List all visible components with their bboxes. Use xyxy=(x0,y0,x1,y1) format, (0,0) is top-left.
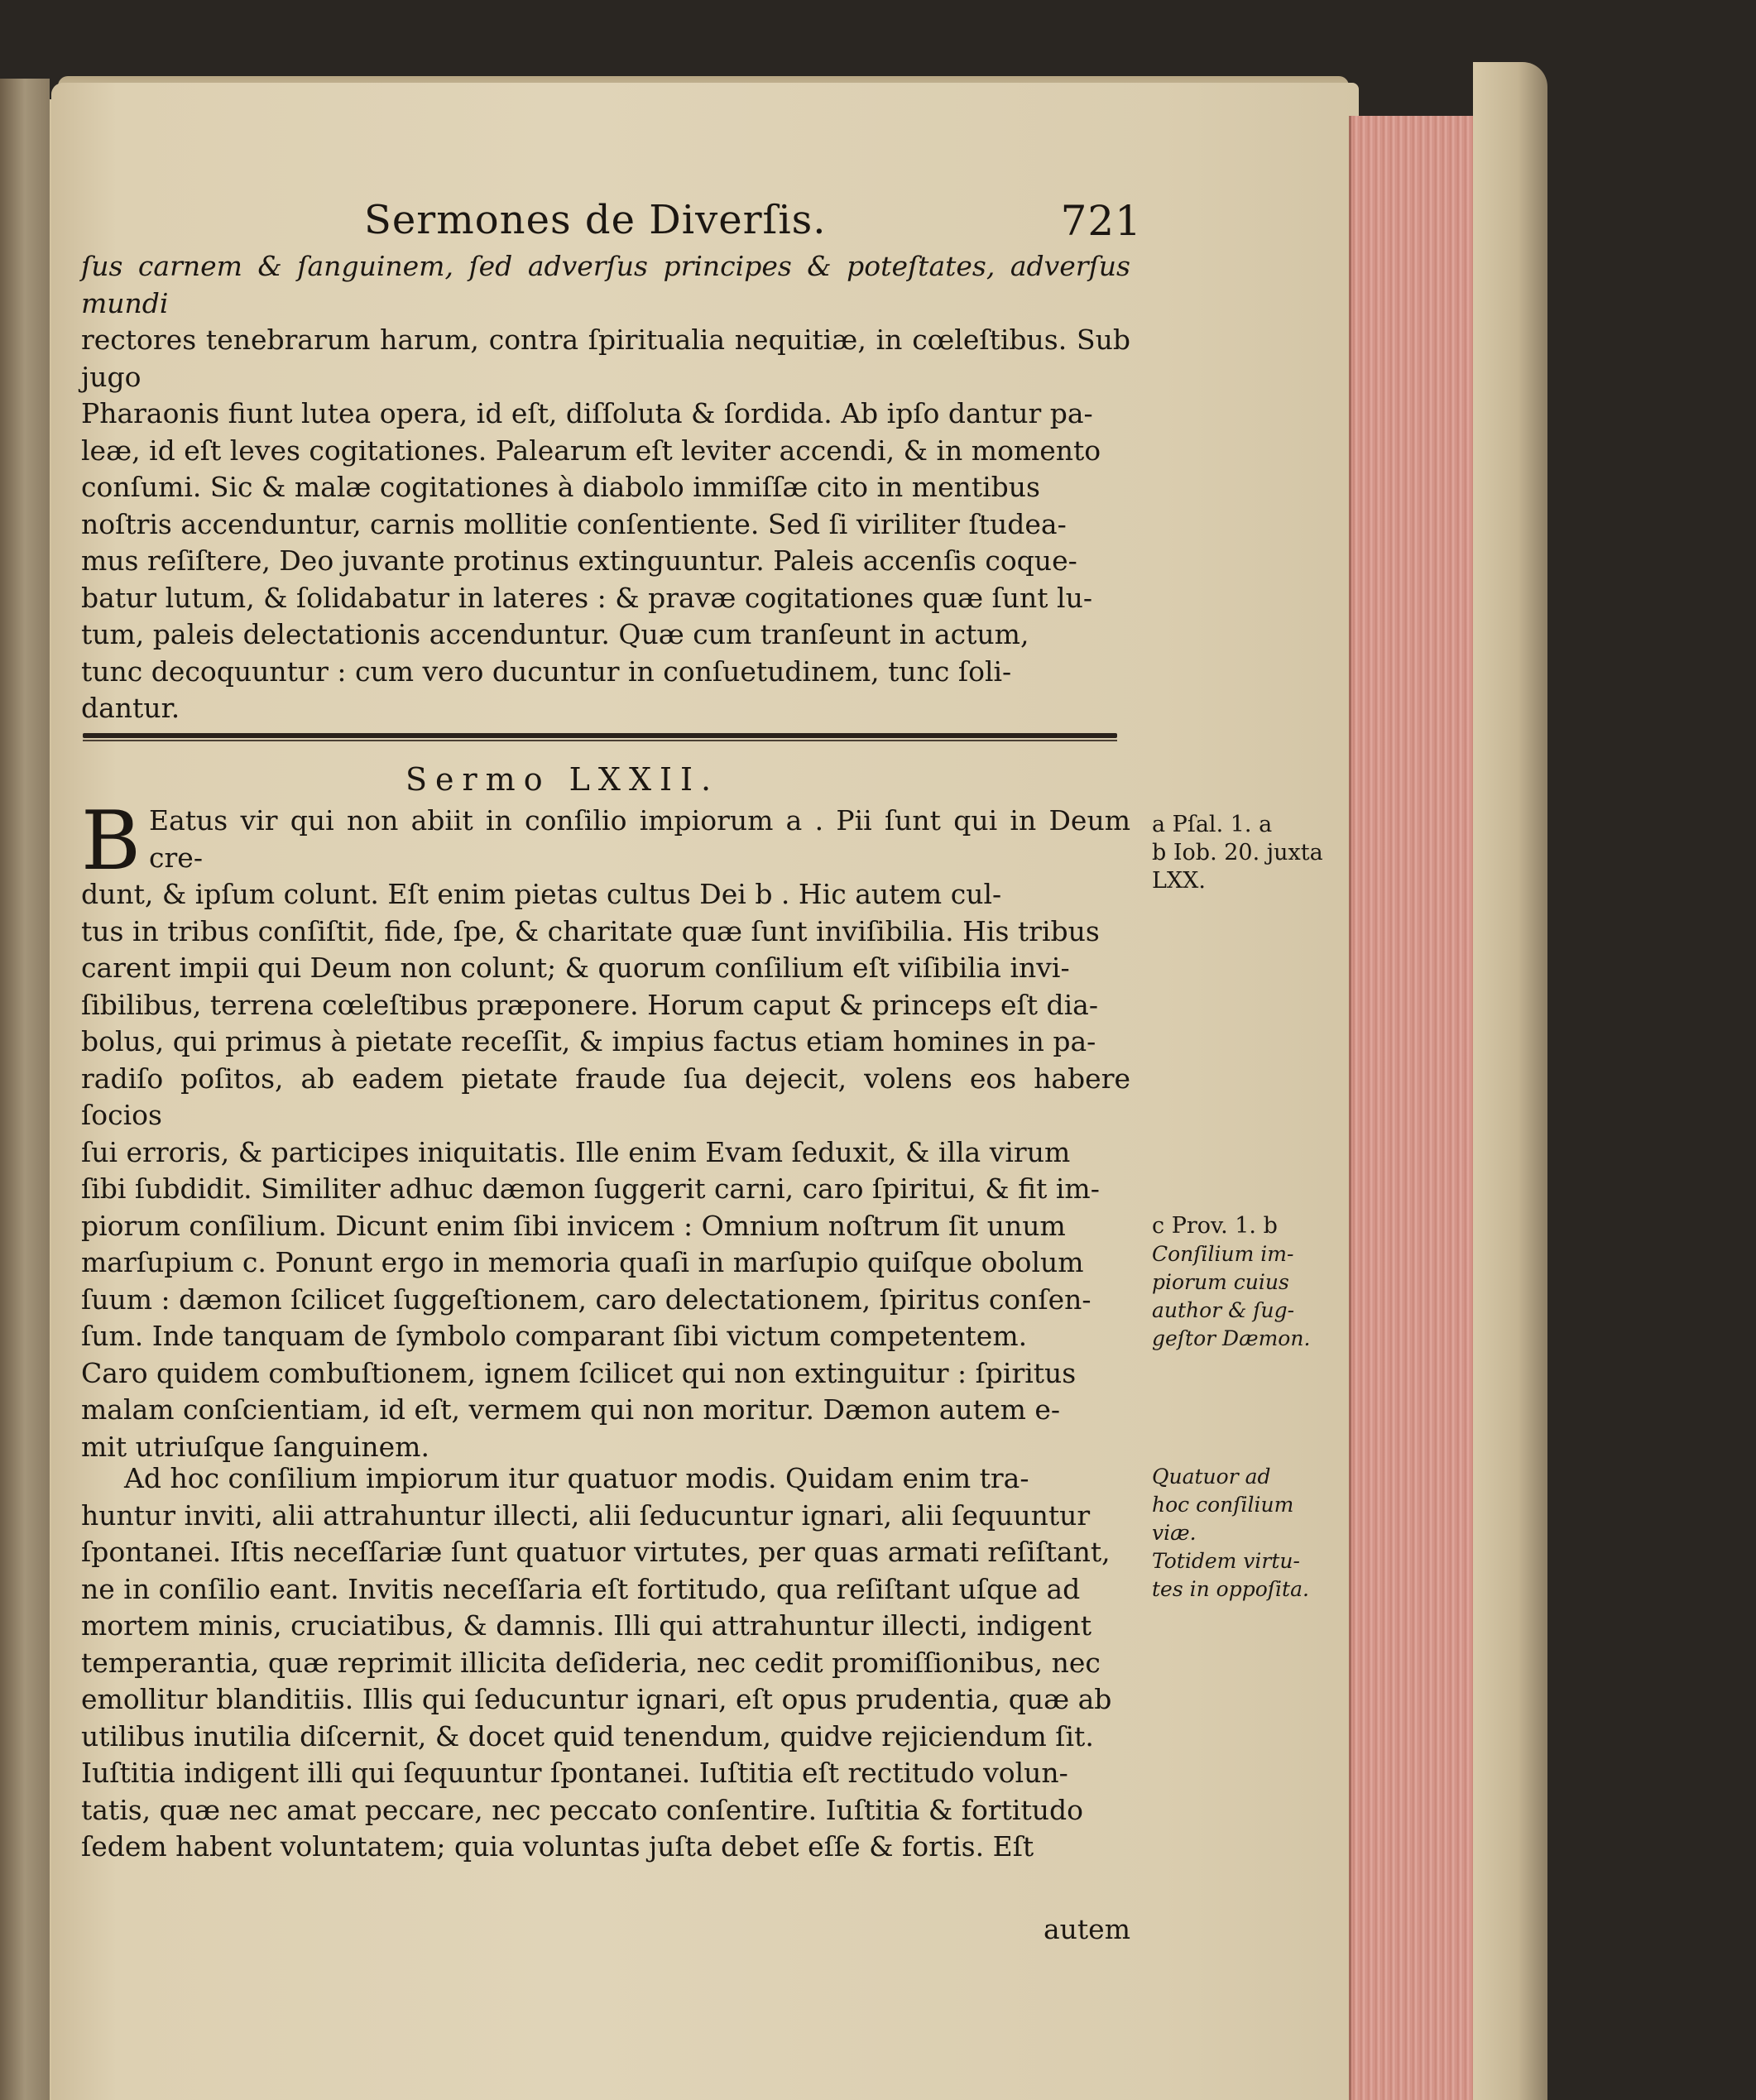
text-line: ſui erroris, & participes iniquitatis. Ille enim Evam ſeduxit, & illa virum xyxy=(81,1135,1071,1168)
text-line: bolus, qui primus à pietate receſſit, & impius factus etiam homines in pa- xyxy=(81,1025,1096,1057)
sermon-paragraph-1 xyxy=(81,794,1130,1465)
text-line: ſedem habent voluntatem; quia voluntas juſta debet eſſe & fortis. Eſt xyxy=(81,1830,1034,1863)
text-line: tatis, quæ nec amat peccare, nec peccato conſentire. Iuſtitia & fortitudo xyxy=(81,1793,1083,1826)
text-line: radiſo poſitos, ab eadem pietate fraude ſua dejecit, volens eos habere ſocios xyxy=(81,1062,1130,1131)
text-line: dantur. xyxy=(81,692,180,724)
text-line: dunt, & ipſum colunt. Eſt enim pietas cultus Dei b . Hic autem cul- xyxy=(81,878,1002,910)
text-line: carent impii qui Deum non colunt; & quorum conſilium eſt viſibilia invi- xyxy=(81,952,1070,984)
running-head xyxy=(364,197,1142,255)
text-line: mortem minis, cruciatibus, & damnis. Illi qui attrahuntur illecti, indigent xyxy=(81,1609,1092,1642)
red-fore-edge xyxy=(1349,116,1484,2100)
text-line: batur lutum, & ſolidabatur in lateres : & pravæ cogitationes quæ ſunt lu- xyxy=(81,581,1093,614)
text-line: conſumi. Sic & malæ cogitationes à diabolo immiſſæ cito in mentibus xyxy=(81,471,1040,503)
text-line: emollitur blanditiis. Illis qui ſeducuntur ignari, eſt opus prudentia, quæ ab xyxy=(81,1683,1112,1715)
text-line: utilibus inutilia diſcernit, & docet quid tenendum, quidve rejiciendum ſit. xyxy=(81,1719,1094,1752)
text-line: ſuum : dæmon ſcilicet ſuggeſtionem, caro delectationem, ſpiritus conſen- xyxy=(81,1283,1092,1316)
margin-note-quatuor xyxy=(1152,1463,1342,1604)
margin-line: author & ſug- xyxy=(1152,1298,1295,1322)
page-number: 721 xyxy=(1060,197,1142,245)
section-rule-thin xyxy=(83,740,1117,741)
text-line: noſtris accenduntur, carnis mollitie conſentiente. Sed ſi viriliter ſtudea- xyxy=(81,507,1067,540)
margin-line: b Iob. 20. juxta xyxy=(1152,840,1323,865)
margin-line: piorum cuius xyxy=(1152,1270,1289,1294)
catchword: autem xyxy=(1043,1913,1130,1945)
margin-note-consilium xyxy=(1152,1212,1342,1353)
right-cover xyxy=(1473,62,1547,2100)
margin-note-references xyxy=(1152,811,1342,895)
text-line: tum, paleis delectationis accenduntur. Quæ cum tranſeunt in actum, xyxy=(81,618,1029,650)
margin-line: Quatuor ad xyxy=(1152,1465,1271,1489)
text-line: rectores tenebrarum harum, contra ſpiritualia nequitiæ, in cœleſtibus. Sub jugo xyxy=(81,324,1130,393)
text-line: Caro quidem combuſtionem, ignem ſcilicet qui non extinguitur : ſpiritus xyxy=(81,1356,1077,1389)
text-line: marſupium c. Ponunt ergo in memoria quaſi in marſupio quiſque obolum xyxy=(81,1246,1084,1278)
text-line: ſum. Inde tanquam de ſymbolo comparant ſibi victum competentem. xyxy=(81,1320,1028,1352)
margin-line: LXX. xyxy=(1152,868,1206,894)
text-line: mus reſiſtere, Deo juvante protinus extinguuntur. Paleis accenſis coque- xyxy=(81,544,1077,577)
margin-line: Totidem virtu- xyxy=(1152,1549,1300,1573)
section-rule xyxy=(83,733,1117,738)
text-line: ſibilibus, terrena cœleſtibus præponere. Horum caput & princeps eſt dia- xyxy=(81,988,1099,1021)
text-line: Iuſtitia indigent illi qui ſequuntur ſpontanei. Iuſtitia eſt rectitudo volun- xyxy=(81,1757,1068,1789)
text-line: ſpontanei. Iſtis neceſſariæ ſunt quatuor virtutes, per quas armati reſiſtant, xyxy=(81,1536,1111,1568)
left-cover xyxy=(0,79,50,2100)
margin-line: tes in oppoſita. xyxy=(1152,1577,1309,1601)
text-line: temperantia, quæ reprimit illicita deſideria, nec cedit promiſſionibus, nec xyxy=(81,1646,1101,1679)
text-line: Ad hoc conſilium impiorum itur quatuor modis. Quidam enim tra- xyxy=(124,1462,1029,1494)
text-line: mit utriuſque ſanguinem. xyxy=(81,1430,429,1463)
margin-line: geſtor Dæmon. xyxy=(1152,1326,1311,1350)
margin-line: viæ. xyxy=(1152,1521,1197,1545)
text-line: piorum conſilium. Dicunt enim ſibi invicem : Omnium noſtrum ſit unum xyxy=(81,1209,1066,1242)
text-line: tunc decoquuntur : cum vero ducuntur in conſuetudinem, tunc ſoli- xyxy=(81,654,1012,688)
text-line: malam conſcientiam, id eſt, vermem qui non moritur. Dæmon autem e- xyxy=(81,1393,1061,1426)
running-title: Sermones de Diverſis. xyxy=(364,197,827,243)
text-line: ſibi ſubdidit. Similiter adhuc dæmon ſuggerit carni, caro ſpiritui, & fit im- xyxy=(81,1172,1100,1205)
text-line: tus in tribus conſiſtit, fide, ſpe, & charitate quæ ſunt inviſibilia. His tribus xyxy=(81,914,1100,947)
text-line: ſus carnem & ſanguinem, ſed adverſus principes & poteſtates, adverſus mundi xyxy=(81,250,1130,319)
text-line: huntur inviti, alii attrahuntur illecti, alii ſeducuntur ignari, alii ſequuntur xyxy=(81,1498,1091,1532)
margin-line: Conſilium im- xyxy=(1152,1242,1294,1266)
continuation-text xyxy=(81,248,1130,727)
margin-line: a Pſal. 1. a xyxy=(1152,812,1273,837)
drop-cap: B xyxy=(81,794,142,889)
text-line: Pharaonis fiunt lutea opera, id eſt, diſſoluta & ſordida. Ab ipſo dantur pa- xyxy=(81,397,1093,429)
margin-line: hoc conſilium xyxy=(1152,1493,1294,1517)
text-line: leæ, id eſt leves cogitationes. Palearum eſt leviter accendi, & in momento xyxy=(81,434,1101,467)
text-line: Eatus vir qui non abiit in conſilio impiorum a . Pii ſunt qui in Deum cre- xyxy=(149,804,1130,874)
text-line: ne in conſilio eant. Invitis neceſſaria eſt fortitudo, qua reſiſtant uſque ad xyxy=(81,1572,1081,1605)
sermon-title: Sermo LXXII. xyxy=(405,761,720,798)
margin-line: c Prov. 1. b xyxy=(1152,1213,1278,1239)
sermon-paragraph-2 xyxy=(81,1460,1130,1866)
